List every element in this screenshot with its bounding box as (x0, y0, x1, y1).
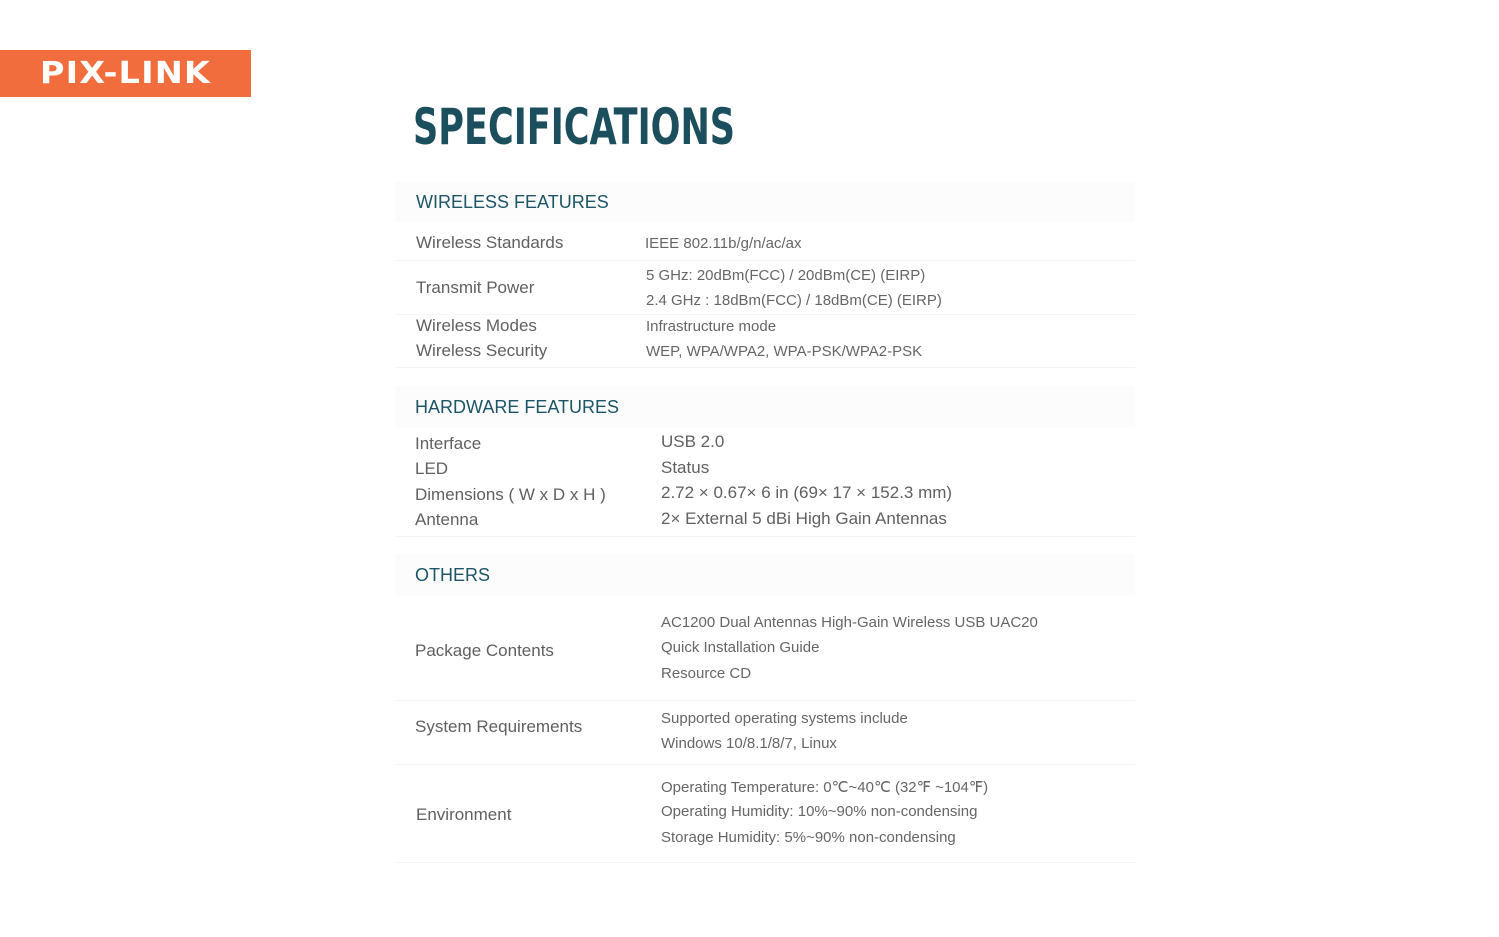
system-requirements-label: System Requirements (415, 717, 583, 736)
interface-value: USB 2.0 (661, 432, 725, 451)
wireless-standards-value: IEEE 802.11b/g/n/ac/ax (645, 235, 802, 252)
led-value: Status (661, 458, 710, 477)
package-item: AC1200 Dual Antennas High-Gain Wireless USB UAC20 (661, 614, 1038, 631)
wireless-security-label: Wireless Security (416, 341, 548, 360)
package-item: Resource CD (661, 665, 752, 682)
environment-item: Operating Humidity: 10%~90% non-condensing (661, 803, 978, 820)
dimensions-label: Dimensions ( W x D x H ) (415, 485, 606, 504)
environment-item: Storage Humidity: 5%~90% non-condensing (661, 829, 956, 846)
divider (395, 700, 1135, 701)
package-contents-label: Package Contents (415, 641, 554, 660)
others-heading-band (395, 554, 1135, 596)
divider (395, 260, 1135, 261)
logo-text: PIX-LINK (39, 56, 212, 91)
system-requirement-item: Windows 10/8.1/8/7, Linux (661, 735, 837, 752)
antenna-label: Antenna (415, 510, 479, 529)
others-heading: OTHERS (415, 565, 491, 585)
dimensions-value: 2.72 × 0.67× 6 in (69× 17 × 152.3 mm) (661, 483, 953, 502)
antenna-value: 2× External 5 dBi High Gain Antennas (661, 509, 947, 528)
transmit-power-label: Transmit Power (416, 278, 535, 297)
divider (395, 314, 1135, 315)
wireless-standards-label: Wireless Standards (416, 233, 564, 252)
led-label: LED (415, 459, 449, 478)
page-title: SPECIFICATIONS (413, 98, 736, 156)
environment-label: Environment (416, 805, 512, 824)
system-requirement-item: Supported operating systems include (661, 710, 908, 727)
divider (395, 367, 1135, 368)
wireless-modes-value: Infrastructure mode (646, 318, 777, 335)
divider (395, 862, 1135, 863)
transmit-power-24ghz: 2.4 GHz : 18dBm(FCC) / 18dBm(CE) (EIRP) (646, 292, 942, 309)
brand-logo (0, 50, 251, 97)
wireless-modes-label: Wireless Modes (416, 316, 537, 335)
wireless-features-heading: WIRELESS FEATURES (416, 192, 609, 212)
divider (395, 764, 1135, 765)
interface-label: Interface (415, 434, 482, 453)
transmit-power-5ghz: 5 GHz: 20dBm(FCC) / 20dBm(CE) (EIRP) (646, 267, 926, 284)
environment-item: Operating Temperature: 0℃~40℃ (32℉ ~104℉) (661, 779, 989, 796)
package-item: Quick Installation Guide (661, 639, 820, 656)
wireless-security-value: WEP, WPA/WPA2, WPA-PSK/WPA2-PSK (646, 343, 923, 360)
divider (395, 536, 1135, 537)
hardware-features-heading: HARDWARE FEATURES (415, 397, 620, 417)
